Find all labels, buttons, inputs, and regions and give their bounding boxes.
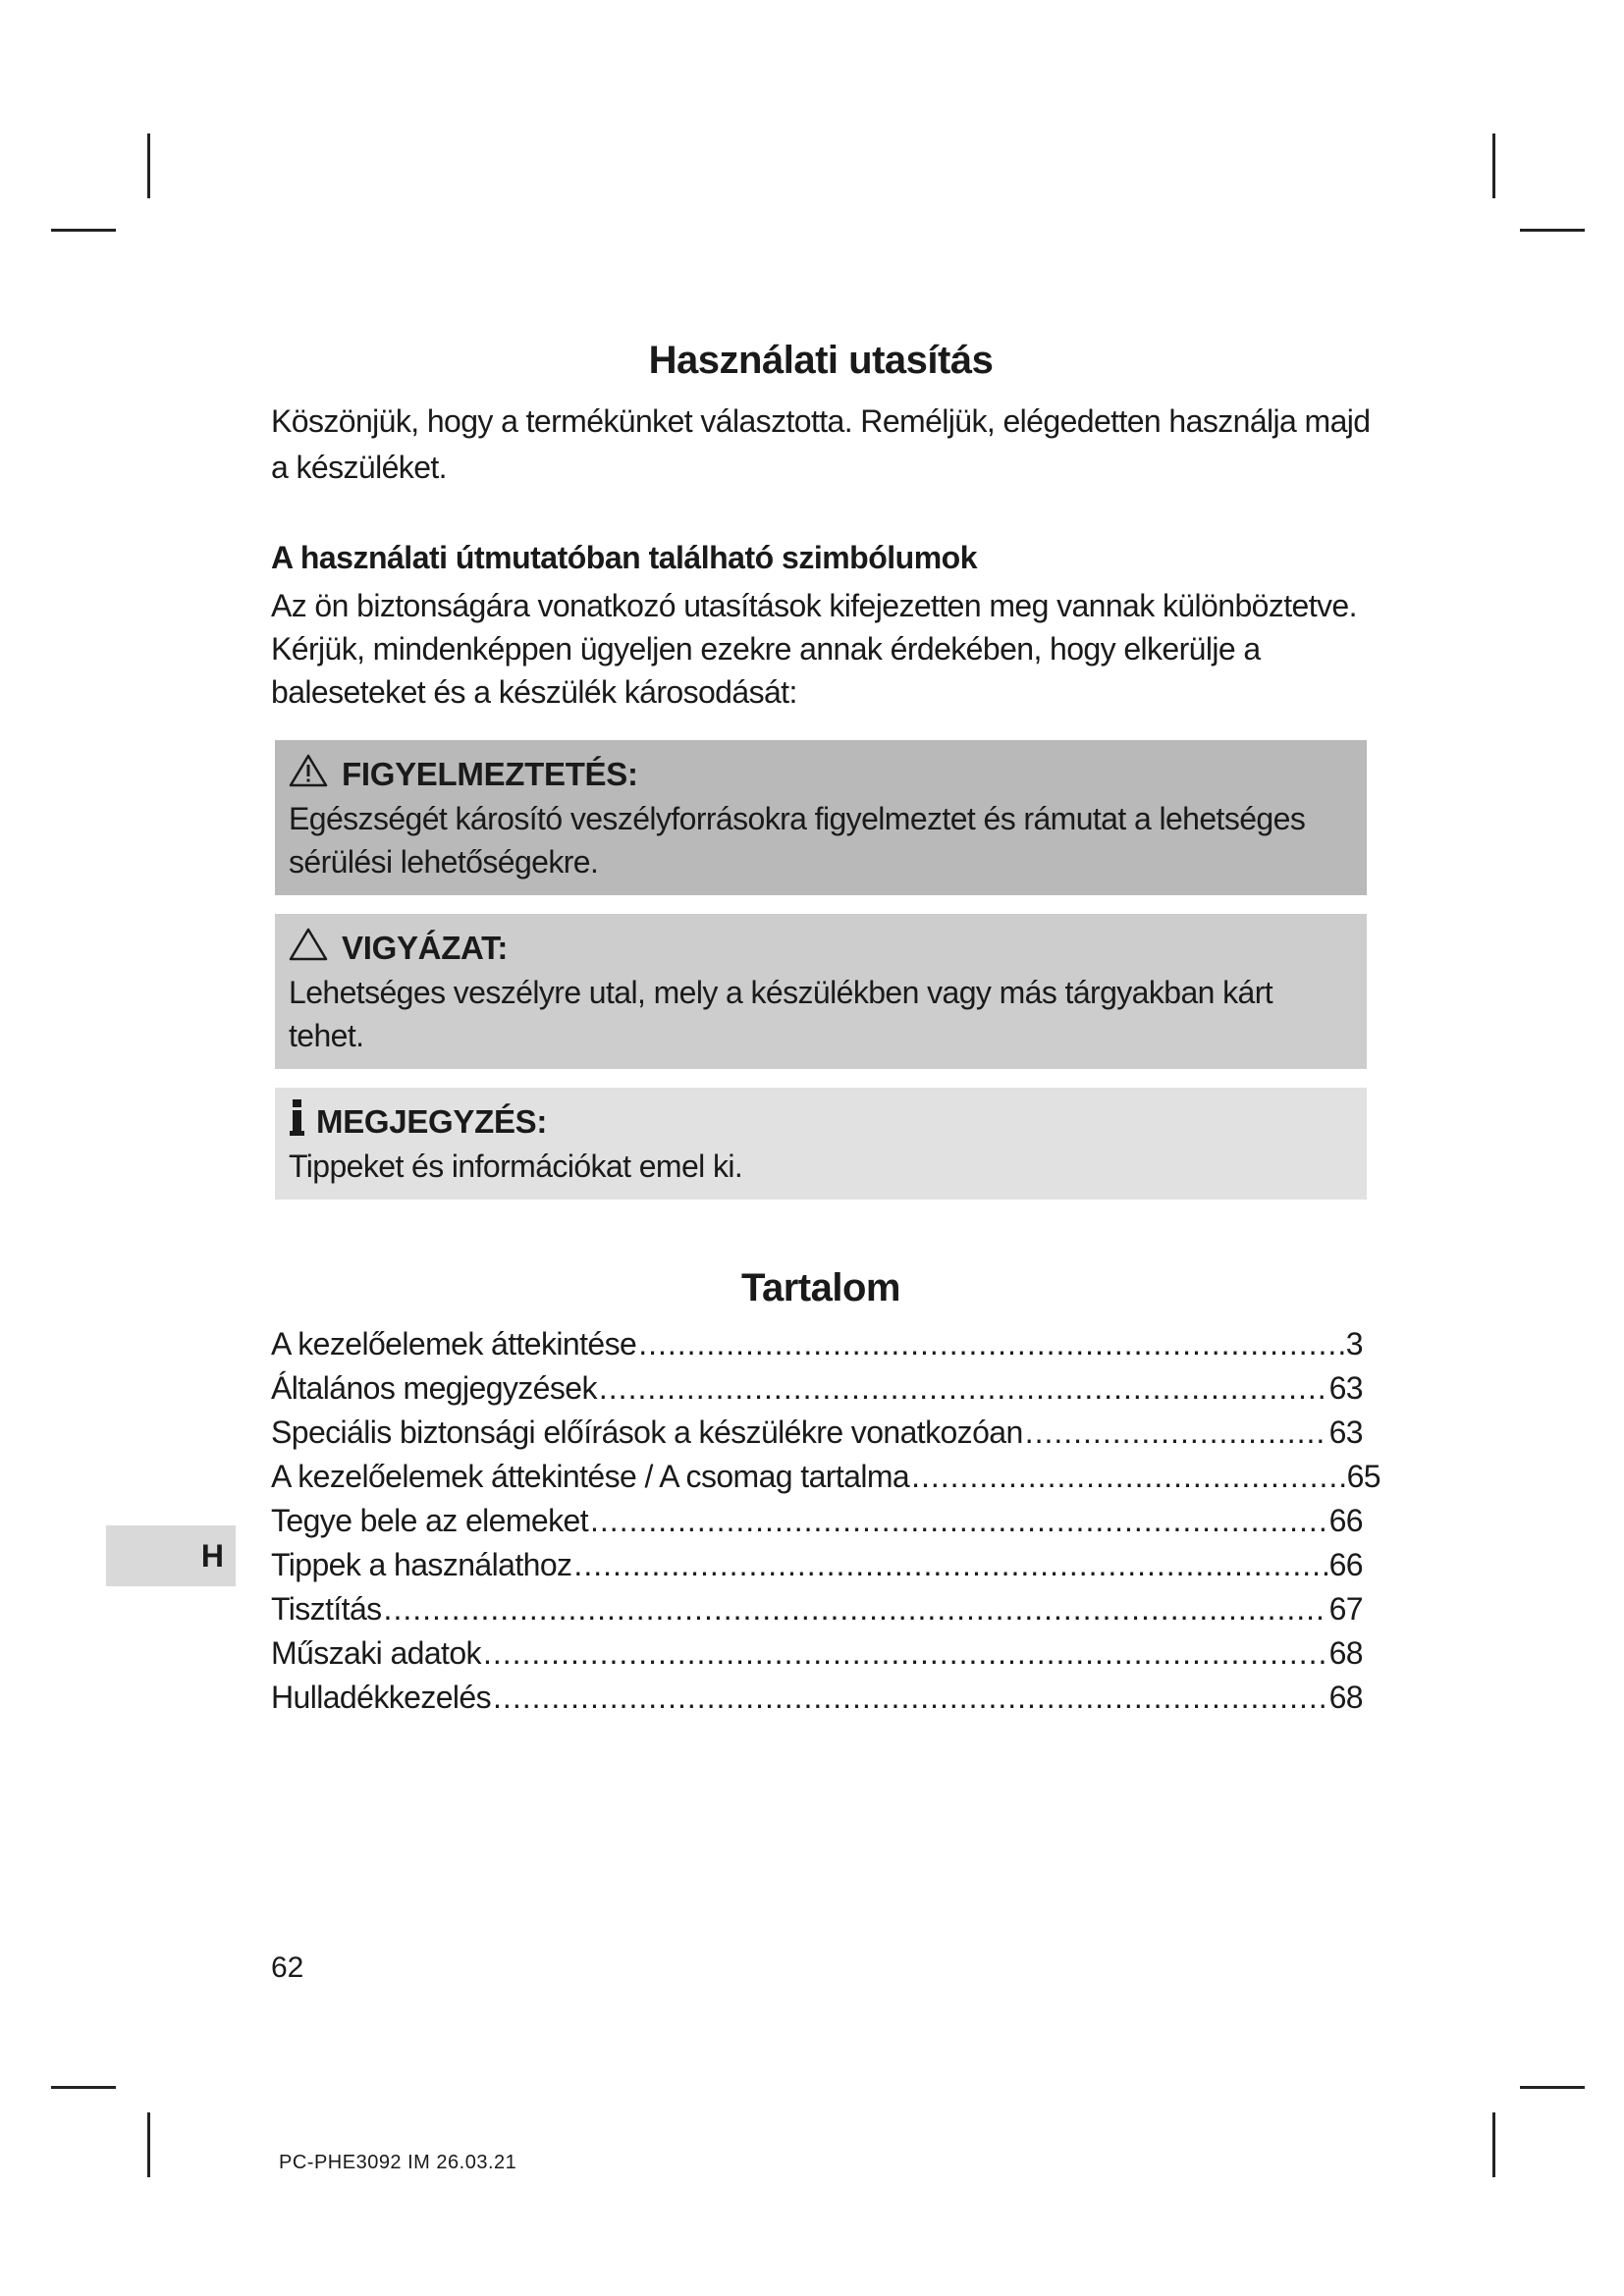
symbols-text-1: Az ön biztonságára vonatkozó utasítások kifejezetten meg vannak különböztetve. [271,588,1357,623]
caution-title-row [289,926,1355,971]
caution-text: Lehetséges veszélyre utal, mely a készülékben vagy más tárgyakban kárt tehet. [289,975,1273,1053]
info-icon [289,1099,306,1145]
toc-dot-leader [590,1499,1327,1543]
toc-dot-leader [493,1676,1327,1720]
toc-entry-7[interactable] [271,1587,1363,1631]
toc-entry-page: 66 [1328,1547,1363,1582]
caution-title: VIGYÁZAT: [342,930,509,966]
page-number: 62 [271,1951,304,1984]
toc-entry-4[interactable] [271,1455,1380,1499]
crop-mark-top-left-vertical [147,133,150,198]
toc-entry-6[interactable] [271,1543,1363,1587]
toc-entry-5[interactable] [271,1499,1363,1543]
toc-dot-leader [638,1322,1344,1366]
note-title-row [289,1099,1355,1145]
toc-entry-page: 63 [1328,1415,1363,1450]
toc-entry-label: Tegye bele az elemeket [271,1503,589,1538]
caution-box [275,914,1367,1069]
note-title: MEGJEGYZÉS: [316,1103,548,1140]
crop-mark-bottom-left-vertical [147,2112,150,2177]
crop-mark-top-right-horizontal [1520,229,1585,232]
toc-entry-label: A kezelőelemek áttekintése / A csomag tartalma [271,1459,910,1494]
toc-entry-label: Tippek a használathoz [271,1547,572,1582]
toc-entry-page: 67 [1328,1591,1363,1627]
toc-entry-page: 68 [1328,1635,1363,1671]
crop-mark-bottom-left-horizontal [51,2086,116,2089]
toc-entry-page: 65 [1346,1459,1380,1494]
page-content [271,339,1380,1720]
toc-entry-page: 3 [1345,1326,1363,1362]
toc-dot-leader [911,1455,1345,1499]
toc-entry-8[interactable] [271,1631,1363,1676]
warning-text: Egészségét károsító veszélyforrásokra figyelmeztet és rámutat a lehetséges sérülési lehetőségekre. [289,801,1306,880]
warning-box [275,740,1367,895]
crop-mark-top-right-vertical [1492,133,1495,198]
toc-entry-page: 68 [1328,1680,1363,1715]
language-tab: H [106,1525,236,1586]
toc-entry-label: Tisztítás [271,1591,382,1627]
toc-dot-leader [573,1543,1326,1587]
note-box [275,1088,1367,1200]
toc-entry-3[interactable] [271,1411,1363,1455]
warning-title: FIGYELMEZTETÉS: [342,756,638,792]
crop-mark-top-left-horizontal [51,229,116,232]
toc-entry-1[interactable] [271,1322,1363,1366]
crop-mark-bottom-right-horizontal [1520,2086,1585,2089]
toc-entry-page: 63 [1328,1370,1363,1406]
table-of-contents [271,1322,1380,1720]
toc-dot-leader [1025,1411,1327,1455]
crop-mark-bottom-right-vertical [1492,2112,1495,2177]
toc-entry-label: Általános megjegyzések [271,1370,597,1406]
warning-title-row [289,752,1355,797]
toc-entry-label: Speciális biztonsági előírások a készülékre vonatkozóan [271,1415,1023,1450]
symbols-text-2: Kérjük, mindenképpen ügyeljen ezekre annak érdekében, hogy elkerülje a baleseteket és a készülék károsodását: [271,631,1261,710]
footer-code: PC-PHE3092 IM 26.03.21 [279,2152,517,2173]
intro-text: Köszönjük, hogy a termékünket választotta. Reméljük, elégedetten használja majd a készüléket. [271,403,1371,485]
symbols-heading: A használati útmutatóban található szimbólumok [271,540,977,575]
toc-dot-leader [599,1366,1327,1411]
warning-triangle-icon [289,754,328,795]
toc-entry-label: A kezelőelemek áttekintése [271,1326,637,1362]
toc-dot-leader [483,1631,1327,1676]
toc-entry-2[interactable] [271,1366,1363,1411]
toc-title: Tartalom [741,1266,900,1309]
toc-entry-9[interactable] [271,1676,1363,1720]
caution-triangle-icon [289,928,328,969]
toc-entry-page: 66 [1328,1503,1363,1538]
toc-entry-label: Műszaki adatok [271,1635,481,1671]
note-text: Tippeket és információkat emel ki. [289,1148,743,1184]
toc-dot-leader [384,1587,1327,1631]
page-title: Használati utasítás [648,339,994,382]
toc-entry-label: Hulladékkezelés [271,1680,492,1715]
